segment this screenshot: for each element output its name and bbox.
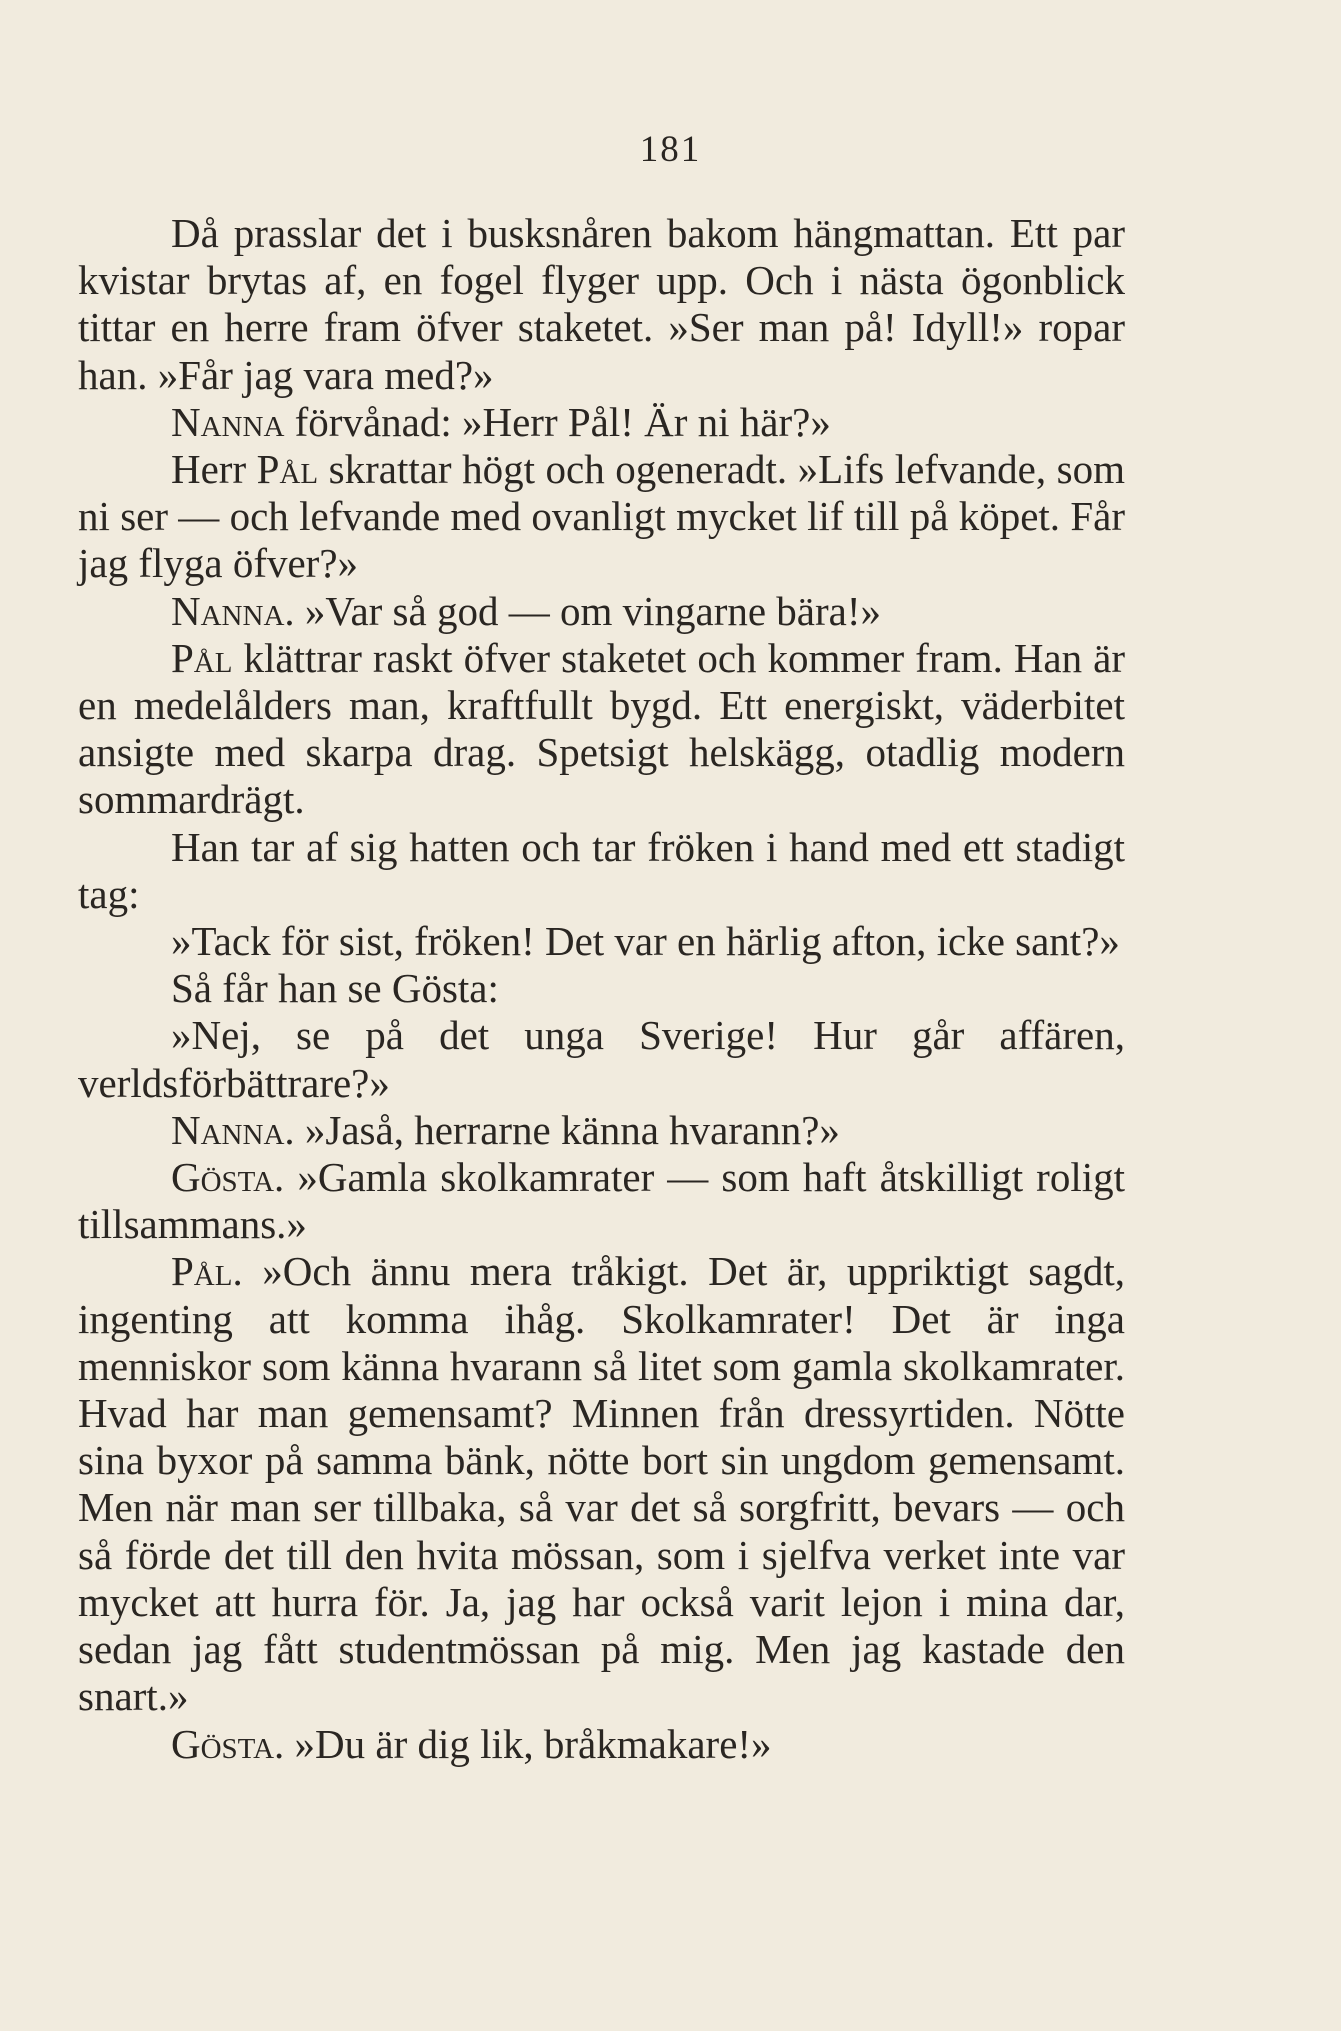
paragraph [78, 1012, 1125, 1106]
page-number: 181 [639, 129, 702, 170]
speaker-name: Nanna. [171, 1106, 295, 1153]
text-segment: »Nej, se på det unga Sverige! Hur går affären, verldsförbättrare?» [78, 1012, 1125, 1106]
text-segment: Han tar af sig hatten och tar fröken i hand med ett stadigt tag: [78, 823, 1125, 917]
paragraph [78, 399, 1125, 446]
speaker-name: Pål. [171, 1248, 243, 1295]
text-segment: Då prasslar det i busksnåren bakom hängmattan. Ett par kvistar brytas af, en fogel flyger upp. Och i nästa ögonblick tittar en herre fram öfver staketet. »Ser man på! Idyll!» ropar han. »Får jag vara med?» [78, 210, 1125, 398]
speaker-name: Pål [256, 446, 319, 493]
text-segment: Så får han se Gösta: [171, 965, 499, 1012]
text-segment: »Gamla skolkamrater — som haft åtskilligt roligt tillsammans.» [78, 1154, 1125, 1248]
text-segment: klättrar raskt öfver staketet och kommer fram. Han är en medelålders man, kraftfullt bygd. Ett energiskt, väderbitet ansigte med skarpa drag. Spetsigt helskägg, otadlig modern sommardrägt. [78, 634, 1125, 823]
speaker-name: Pål [171, 634, 233, 681]
speaker-name: Gösta. [171, 1154, 285, 1201]
text-segment: skrattar högt och ogeneradt. »Lifs lefvande, som ni ser — och lefvande med ovanligt mycket lif till på köpet. Får jag flyga öfver?» [78, 446, 1125, 587]
text-segment: »Du är dig lik, bråkmakare!» [284, 1720, 772, 1767]
text-segment: Herr [171, 446, 257, 493]
text-segment: »Jaså, herrarne känna hvarann?» [294, 1106, 840, 1153]
paragraph [78, 446, 1125, 588]
paragraph [78, 1721, 1125, 1768]
text-segment: »Tack för sist, fröken! Det var en härlig afton, icke sant?» [171, 918, 1120, 965]
text-segment: »Var så god — om vingarne bära!» [294, 587, 881, 634]
paragraph [78, 635, 1125, 824]
paragraph [78, 965, 1125, 1012]
paragraph [78, 210, 1125, 399]
speaker-name: Nanna. [171, 587, 295, 634]
text-segment: »Och ännu mera tråkigt. Det är, uppriktigt sagdt, ingenting att komma ihåg. Skolkamrater! Det är inga menniskor som känna hvarann så litet som gamla skolkamrater. Hvad har man gemensamt? Minnen från dressyrtiden. Nötte sina byxor på samma bänk, nötte bort sin ungdom gemensamt. Men när man ser tillbaka, så var det så sorgfritt, bevars — och så förde det till den hvita mössan, som i sjelfva verket inte var mycket att hurra för. Ja, jag har också varit lejon i mina dar, sedan jag fått studentmössan på mig. Men jag kastade den snart.» [78, 1248, 1125, 1720]
paragraph [78, 824, 1125, 918]
paragraph [78, 1248, 1125, 1720]
paragraph [78, 918, 1125, 965]
speaker-name: Nanna [171, 398, 285, 445]
paragraph [78, 588, 1125, 635]
body-text [78, 210, 1125, 1768]
text-segment: förvånad: »Herr Pål! Är ni här?» [284, 398, 831, 445]
paragraph [78, 1154, 1125, 1248]
paragraph [78, 1107, 1125, 1154]
speaker-name: Gösta. [171, 1720, 285, 1767]
